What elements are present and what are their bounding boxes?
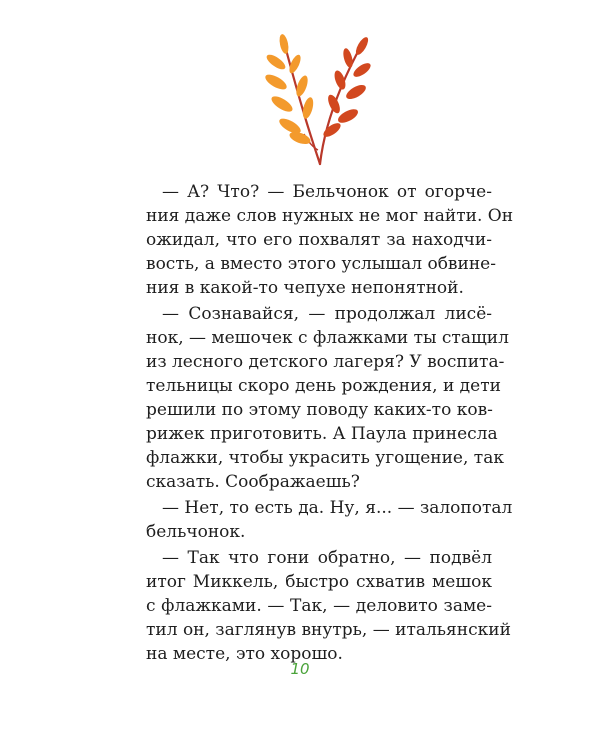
text-line: тельницы скоро день рождения, и дети <box>146 376 501 396</box>
text-line: ожидал, что его похвалят за находчи- <box>146 230 492 250</box>
text-line: итог Миккель, быстро схватив мешок <box>146 572 492 592</box>
text-line: — Так что гони обратно, — подвёл <box>162 548 492 568</box>
text-line: на месте, это хорошо. <box>146 644 343 664</box>
autumn-leaf-branch-icon <box>262 30 372 170</box>
text-line: ния в какой-то чепухе непонятной. <box>146 278 464 298</box>
text-line: бельчонок. <box>146 522 246 542</box>
text-line: ния даже слов нужных не мог найти. Он <box>146 206 514 226</box>
text-line: тил он, заглянув внутрь, — итальянский <box>146 620 511 640</box>
text-line: рижек приготовить. А Паула принесла <box>146 424 498 444</box>
text-line: флажки, чтобы украсить угощение, так <box>146 448 504 468</box>
text-line: сказать. Соображаешь? <box>146 472 360 492</box>
text-line: нок, — мешочек с флажками ты стащил <box>146 328 509 348</box>
text-line: с флажками. — Так, — деловито заме- <box>146 596 492 616</box>
text-line: решили по этому поводу каких-то ков- <box>146 400 493 420</box>
page-number: 10 <box>290 660 310 678</box>
text-line: — Нет, то есть да. Ну, я... — залопотал <box>162 498 513 518</box>
story-text <box>146 180 514 666</box>
text-line: — Сознавайся, — продолжал лисё- <box>162 304 492 324</box>
text-line: — А? Что? — Бельчонок от огорче- <box>162 182 492 202</box>
text-line: вость, а вместо этого услышал обвине- <box>146 254 496 274</box>
text-line: из лесного детского лагеря? У воспита- <box>146 352 505 372</box>
